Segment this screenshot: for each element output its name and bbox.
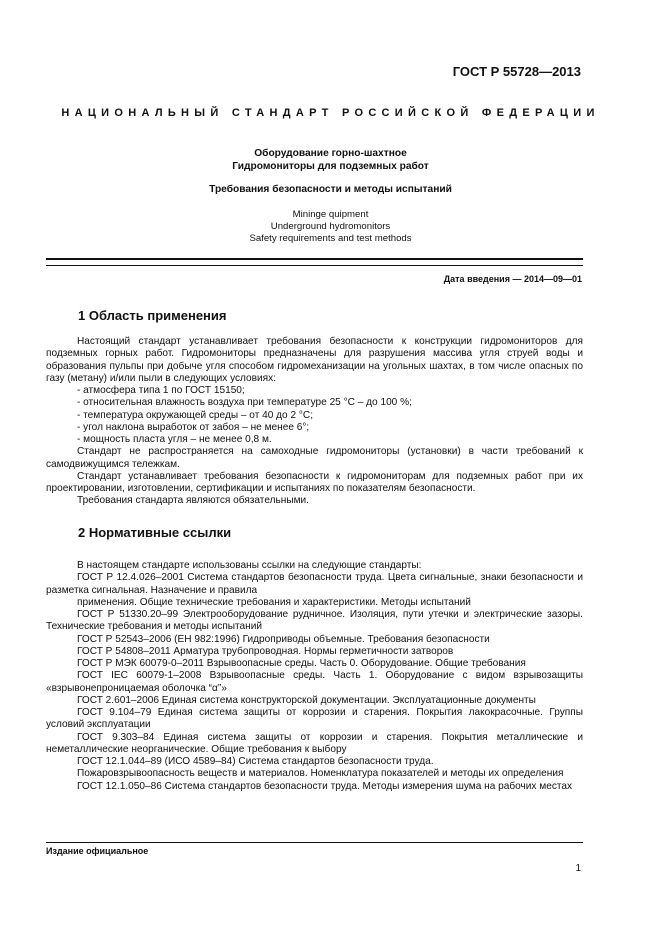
list-item: - относительная влажность воздуха при температуре 25 °С – до 100 %; (77, 397, 412, 409)
reference-item: ГОСТ 12.1.050–86 Система стандартов безопасности труда. Методы измерения шума на рабочих местах (77, 780, 573, 792)
divider-thick (46, 258, 583, 260)
title-line-1: Оборудование горно-шахтное (254, 148, 407, 159)
reference-item: ГОСТ IEC 60079-1–2008 Взрывоопасные среды. Часть 1. Оборудование с видом взрывозащиты «взрывонепроницаемая оболочка “α”» (46, 670, 583, 694)
list-item: - угол наклона выработок от забоя – не менее 6°; (77, 421, 310, 433)
paragraph: Стандарт устанавливает требования безопасности к гидромониторам для подземных работ при их проектировании, изготовлении, сертификации и испытаниях по показателям безопасности. (46, 470, 583, 494)
list-item: - температура окружающей среды – от 40 до 2 °С; (77, 409, 314, 421)
title-block (0, 147, 661, 245)
reference-item: Пожаровзрывоопасность веществ и материалов. Номенклатура показателей и методы их определения (77, 768, 564, 780)
title-english-3: Safety requirements and test methods (249, 233, 412, 244)
paragraph: Настоящий стандарт устанавливает требования безопасности к конструкции гидромониторов для подземных горных работ. Гидромониторы предназначены для разрушения массива угля струей воды и образования пульпы при добыче угля способом гидромеханизации на угольных шахтах, в том числе опасных по газу (метану) и/или пыли в следующих условиях: (46, 336, 583, 384)
document-number: ГОСТ Р 55728—2013 (452, 64, 581, 79)
page-number: 1 (575, 863, 581, 874)
section-1-body (46, 336, 583, 508)
reference-item: ГОСТ 2.601–2006 Единая система конструкторской документации. Эксплуатационные документы (77, 694, 536, 706)
reference-item: ГОСТ 9.303–84 Единая система защиты от коррозии и старения. Покрытия металлические и неметаллические неорганические. Общие требования к выбору (46, 731, 583, 755)
list-item: - атмосфера типа 1 по ГОСТ 15150; (77, 385, 245, 396)
paragraph: В настоящем стандарте использованы ссылки на следующие стандарты: (77, 560, 422, 571)
title-line-2: Гидромониторы для подземных работ (232, 161, 429, 172)
introduction-date: Дата введения — 2014—09—01 (443, 274, 582, 284)
reference-item: применения. Общие технические требования и характеристики. Методы испытаний (77, 596, 471, 608)
footer-divider (46, 842, 583, 843)
title-subtitle: Требования безопасности и методы испытаний (209, 184, 452, 195)
reference-item: ГОСТ Р 12.4.026–2001 Система стандартов безопасности труда. Цвета сигнальные, знаки безопасности и разметка сигнальная. Назначение и правила (46, 572, 583, 596)
national-standard-heading: НАЦИОНАЛЬНЫЙ СТАНДАРТ РОССИЙСКОЙ ФЕДЕРАЦИИ (61, 107, 600, 119)
reference-item: ГОСТ Р 54808–2011 Арматура трубопроводная. Нормы герметичности затворов (77, 645, 454, 657)
section-1-heading: 1 Область применения (78, 308, 227, 323)
edition-note: Издание официальное (46, 846, 149, 856)
section-2-heading: 2 Нормативные ссылки (78, 525, 232, 540)
paragraph: Требования стандарта являются обязательными. (77, 495, 309, 507)
section-2-body (46, 560, 583, 793)
title-english-2: Underground hydromonitors (270, 221, 391, 232)
reference-item: ГОСТ Р 51330.20–99 Электрооборудование рудничное. Изоляция, пути утечки и электрические зазоры. Технические требования и методы испытаний (46, 609, 583, 633)
paragraph: Стандарт не распространяется на самоходные гидромониторы (установки) в части требований к самодвижущимся тележкам. (46, 446, 583, 470)
reference-item: ГОСТ Р 52543–2006 (ЕН 982:1996) Гидроприводы объемные. Требования безопасности (77, 633, 490, 645)
divider-thin (46, 265, 583, 266)
reference-item: ГОСТ 9.104–79 Единая система защиты от коррозии и старения. Покрытия лакокрасочные. Группы условий эксплуатации (46, 707, 583, 731)
title-english-1: Mininge quipment (292, 209, 369, 220)
reference-item: ГОСТ 12.1.044–89 (ИСО 4589–84) Система стандартов безопасности труда. (77, 756, 434, 767)
reference-item: ГОСТ Р МЭК 60079-0–2011 Взрывоопасные среды. Часть 0. Оборудование. Общие требования (77, 658, 526, 669)
list-item: - мощность пласта угля – не менее 0,8 м. (77, 434, 272, 445)
